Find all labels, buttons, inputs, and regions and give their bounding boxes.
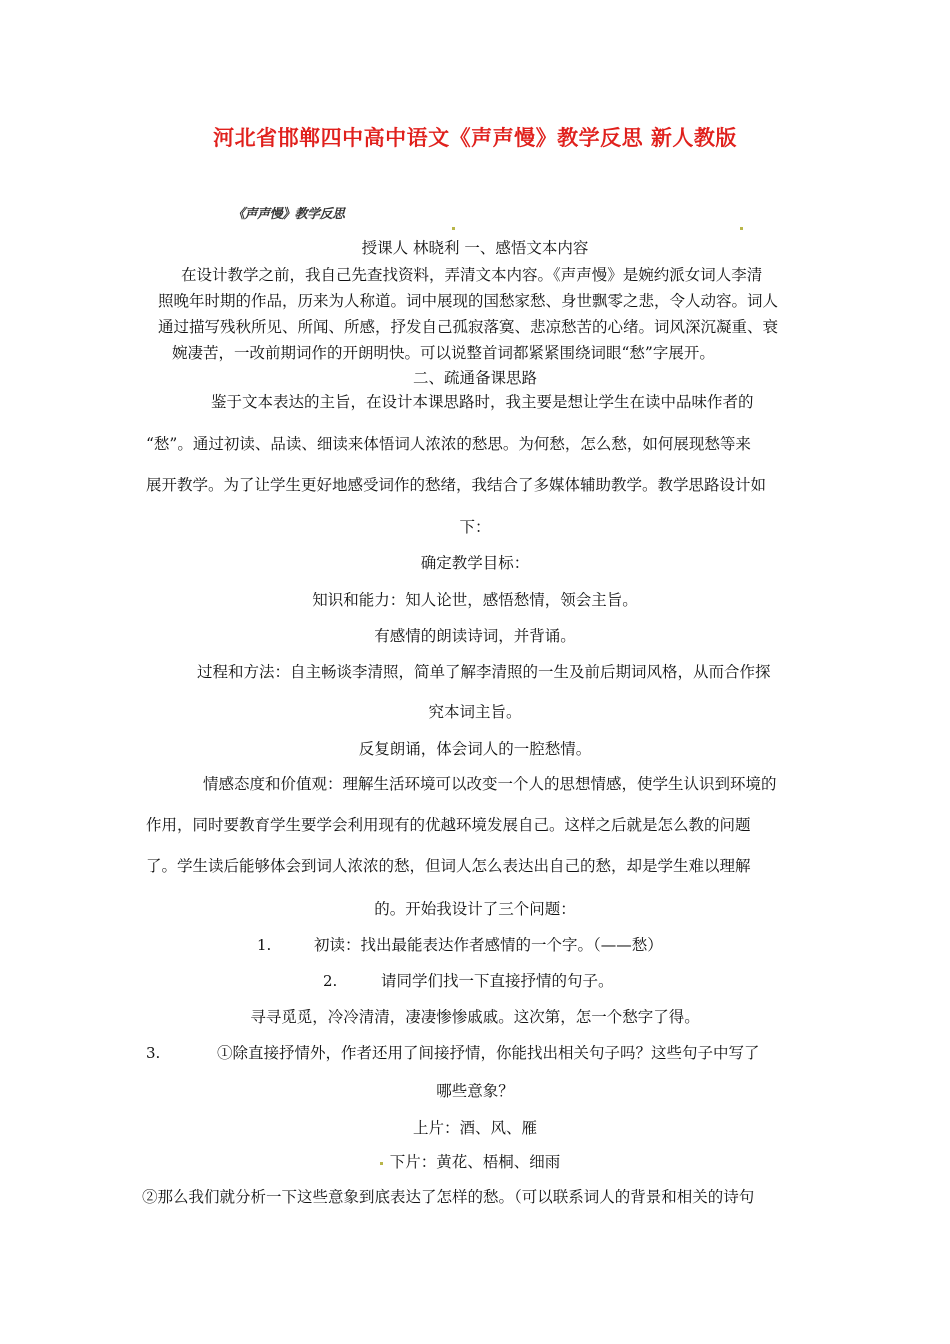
document-title: 河北省邯郸四中高中语文《声声慢》教学反思 新人教版: [213, 126, 737, 150]
paragraph-line: 了。学生读后能够体会到词人浓浓的愁，但词人怎么表达出自己的愁，却是学生难以理解: [146, 857, 751, 875]
quote-line: 寻寻觅觅，冷冷清清，凄凄惨惨戚戚。这次第，怎一个愁字了得。: [250, 1008, 700, 1026]
goal-line: 过程和方法：自主畅谈李清照，简单了解李清照的一生及前后期词风格，从而合作探: [197, 663, 771, 681]
list-number: 3.: [146, 1044, 161, 1062]
paragraph-line: 展开教学。为了让学生更好地感受词作的愁绪，我结合了多媒体辅助教学。教学思路设计如: [146, 476, 767, 494]
paragraph-line: 通过描写残秋所见、所闻、所感，抒发自己孤寂落寞、悲凉愁苦的心绪。词风深沉凝重、衰: [158, 318, 779, 336]
paragraph-line: 照晚年时期的作品，历来为人称道。词中展现的国愁家愁、身世飘零之悲，令人动容。词人: [158, 292, 779, 310]
section-heading: 二、疏通备课思路: [412, 369, 537, 387]
list-item-continuation: 哪些意象？: [436, 1082, 514, 1100]
image-caption: 《声声慢》教学反思: [232, 207, 345, 222]
paragraph-line: 婉凄苦，一改前期词作的开朗明快。可以说整首词都紧紧围绕词眼“愁”字展开。: [172, 344, 715, 362]
paragraph-line: ②那么我们就分析一下这些意象到底表达了怎样的愁。（可以联系词人的背景和相关的诗句: [142, 1188, 755, 1206]
scan-dot: [452, 227, 455, 230]
paragraph-line: 鉴于文本表达的主旨，在设计本课思路时，我主要是想让学生在读中品味作者的: [211, 393, 754, 411]
paragraph-line: “愁”。通过初读、品读、细读来体悟词人浓浓的愁思。为何愁，怎么愁，如何展现愁等来: [146, 435, 751, 453]
paragraph-line: 情感态度和价值观：理解生活环境可以改变一个人的思想情感，使学生认识到环境的: [203, 775, 777, 793]
lecturer-line: 授课人 林晓利 一、感悟文本内容: [361, 239, 589, 257]
paragraph-line: 下：: [459, 518, 491, 536]
goal-line: 有感情的朗读诗词，并背诵。: [374, 627, 576, 645]
imagery-line: 上片：酒、风、雁: [412, 1119, 537, 1137]
goal-heading: 确定教学目标：: [420, 554, 530, 572]
scan-dot: [740, 227, 743, 230]
list-number: 1.: [257, 936, 272, 954]
goal-line: 反复朗诵，体会词人的一腔愁情。: [358, 740, 592, 758]
list-item: 请同学们找一下直接抒情的句子。: [381, 972, 614, 990]
list-item: ①除直接抒情外，作者还用了间接抒情，你能找出相关句子吗？这些句子中写了: [217, 1044, 760, 1062]
imagery-line: 下片：黄花、梧桐、细雨: [389, 1153, 561, 1171]
paragraph-line: 的。开始我设计了三个问题：: [374, 900, 576, 918]
goal-line: 究本词主旨。: [428, 703, 522, 721]
paragraph-line: 在设计教学之前，我自己先查找资料，弄清文本内容。《声声慢》是婉约派女词人李清: [181, 266, 763, 284]
list-item: 初读：找出最能表达作者感情的一个字。（——愁）: [314, 936, 663, 954]
goal-line: 知识和能力：知人论世，感悟愁情，领会主旨。: [312, 591, 638, 609]
list-number: 2.: [323, 972, 338, 990]
paragraph-line: 作用，同时要教育学生要学会利用现有的优越环境发展自己。这样之后就是怎么教的问题: [146, 816, 751, 834]
